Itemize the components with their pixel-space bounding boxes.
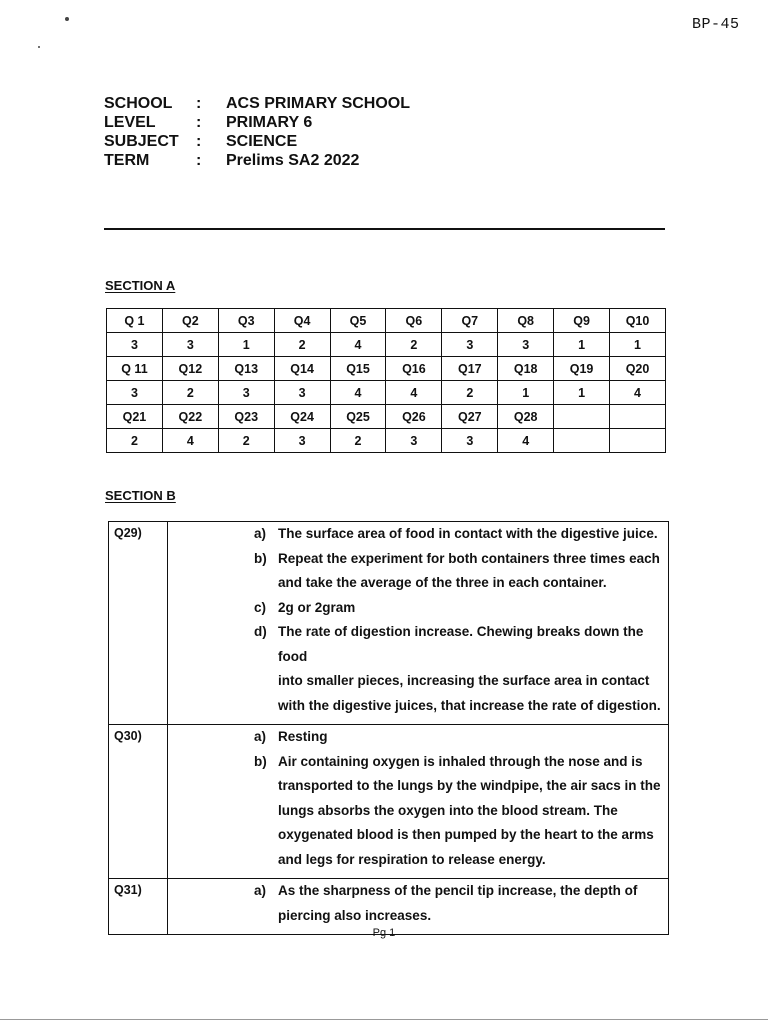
answer-letter	[168, 848, 278, 873]
question-answers	[168, 725, 669, 879]
question-label: Q30)	[109, 725, 168, 879]
scan-speck	[38, 46, 40, 48]
answer-line	[168, 620, 662, 669]
table-cell: Q20	[610, 357, 666, 381]
header-colon: :	[196, 114, 202, 131]
table-cell: 2	[330, 429, 386, 453]
table-cell: 3	[107, 381, 163, 405]
header-label: SUBJECT	[104, 133, 179, 150]
answer-text: into smaller pieces, increasing the surface area in contact	[278, 673, 650, 688]
table-row	[107, 309, 666, 333]
section-a-answer-table	[106, 308, 666, 453]
table-row	[107, 405, 666, 429]
answer-letter	[168, 669, 278, 694]
answer-text: Air containing oxygen is inhaled through the nose and is	[278, 753, 643, 769]
table-cell: Q19	[554, 357, 610, 381]
answer-text: and legs for respiration to release energy.	[278, 851, 546, 867]
answer-line	[168, 571, 662, 596]
table-cell: Q14	[274, 357, 330, 381]
table-cell: 4	[330, 333, 386, 357]
table-cell: Q13	[218, 357, 274, 381]
table-cell: Q25	[330, 405, 386, 429]
table-cell: 1	[218, 333, 274, 357]
table-cell	[610, 405, 666, 429]
table-cell: 1	[498, 381, 554, 405]
table-cell: Q17	[442, 357, 498, 381]
table-cell	[554, 429, 610, 453]
answer-letter	[168, 774, 278, 799]
table-cell: 2	[386, 333, 442, 357]
answer-line	[168, 799, 662, 824]
header-colon: :	[196, 152, 202, 169]
table-cell: 4	[330, 381, 386, 405]
answer-line	[168, 596, 662, 621]
table-cell: Q 11	[107, 357, 163, 381]
answer-line	[168, 547, 662, 572]
table-cell: 2	[162, 381, 218, 405]
table-cell: 3	[442, 333, 498, 357]
table-cell: Q16	[386, 357, 442, 381]
answer-letter: a)	[254, 883, 267, 898]
answer-text: lungs absorbs the oxygen into the blood stream. The	[278, 802, 618, 818]
table-cell: Q24	[274, 405, 330, 429]
header-row-level	[104, 113, 410, 132]
table-cell: 3	[498, 333, 554, 357]
page-code: BP-45	[692, 16, 740, 33]
header-label: LEVEL	[104, 114, 156, 131]
answer-text: Resting	[278, 729, 328, 744]
table-cell: 1	[610, 333, 666, 357]
table-cell: 4	[162, 429, 218, 453]
table-cell: 3	[274, 381, 330, 405]
table-cell: Q12	[162, 357, 218, 381]
table-cell: Q3	[218, 309, 274, 333]
answer-line	[168, 522, 662, 547]
table-cell: 3	[442, 429, 498, 453]
header-row-school	[104, 94, 410, 113]
answer-line	[168, 823, 662, 848]
table-cell: Q2	[162, 309, 218, 333]
answer-text: As the sharpness of the pencil tip increase, the depth of	[278, 883, 638, 898]
section-b-title: SECTION B	[105, 488, 176, 503]
table-cell: 3	[386, 429, 442, 453]
exam-header	[104, 94, 410, 170]
table-cell: Q7	[442, 309, 498, 333]
header-divider	[104, 228, 665, 230]
table-cell: Q4	[274, 309, 330, 333]
answer-letter	[168, 904, 278, 929]
scan-speck	[65, 17, 69, 21]
table-cell: 3	[218, 381, 274, 405]
header-value: Prelims SA2 2022	[226, 152, 360, 169]
table-cell: 1	[554, 333, 610, 357]
answer-line	[168, 694, 662, 719]
question-label: Q29)	[109, 522, 168, 725]
answer-letter: a)	[254, 526, 267, 541]
header-value: SCIENCE	[226, 133, 298, 150]
answer-letter	[168, 694, 278, 719]
header-label: SCHOOL	[104, 95, 173, 112]
header-row-term	[104, 151, 410, 170]
table-cell: 3	[107, 333, 163, 357]
question-label: Q31)	[109, 879, 168, 935]
answer-text: with the digestive juices, that increase the rate of digestion.	[278, 697, 661, 713]
answer-line	[168, 750, 662, 775]
header-row-subject	[104, 132, 410, 151]
table-cell: Q23	[218, 405, 274, 429]
table-cell: 3	[162, 333, 218, 357]
table-row	[107, 333, 666, 357]
section-b-answer-table	[108, 521, 669, 935]
table-cell: 2	[218, 429, 274, 453]
table-cell: Q5	[330, 309, 386, 333]
table-row	[107, 429, 666, 453]
table-cell: 2	[107, 429, 163, 453]
header-colon: :	[196, 95, 202, 112]
answer-text: Repeat the experiment for both containers three times each	[278, 550, 660, 566]
table-cell	[554, 405, 610, 429]
table-cell: 3	[274, 429, 330, 453]
table-cell: Q27	[442, 405, 498, 429]
question-row-q29	[109, 522, 669, 725]
header-value: PRIMARY 6	[226, 114, 313, 131]
answer-line	[168, 904, 662, 929]
question-answers	[168, 522, 669, 725]
answer-line	[168, 848, 662, 873]
answer-letter: a)	[254, 729, 267, 744]
answer-letter: b)	[254, 550, 267, 566]
answer-text: and take the average of the three in each container.	[278, 575, 607, 590]
table-cell: Q9	[554, 309, 610, 333]
table-cell: Q8	[498, 309, 554, 333]
answer-text: transported to the lungs by the windpipe, the air sacs in the	[278, 778, 661, 793]
table-cell	[610, 429, 666, 453]
table-cell: Q26	[386, 405, 442, 429]
answer-letter: c)	[254, 599, 267, 615]
answer-text: piercing also increases.	[278, 907, 432, 923]
answer-line	[168, 669, 662, 694]
answer-letter: b)	[254, 753, 267, 769]
table-cell: 4	[498, 429, 554, 453]
scan-bottom-edge	[0, 1019, 768, 1020]
header-value: ACS PRIMARY SCHOOL	[226, 95, 411, 112]
table-cell: Q21	[107, 405, 163, 429]
answer-letter	[168, 823, 278, 848]
answer-line	[168, 879, 662, 904]
table-cell: Q10	[610, 309, 666, 333]
question-row-q30	[109, 725, 669, 879]
answer-line	[168, 725, 662, 750]
header-colon: :	[196, 133, 202, 150]
answer-letter: d)	[254, 624, 267, 639]
table-cell: Q18	[498, 357, 554, 381]
table-cell: 4	[610, 381, 666, 405]
table-row	[107, 381, 666, 405]
answer-text: The rate of digestion increase. Chewing breaks down the food	[278, 624, 644, 664]
table-cell: Q6	[386, 309, 442, 333]
answer-text: oxygenated blood is then pumped by the heart to the arms	[278, 827, 654, 842]
table-cell: 4	[386, 381, 442, 405]
page-number: Pg 1	[372, 927, 396, 939]
answer-letter	[168, 571, 278, 596]
answer-text: 2g or 2gram	[278, 599, 356, 615]
header-label: TERM	[104, 152, 150, 169]
table-cell: Q22	[162, 405, 218, 429]
table-cell: Q 1	[107, 309, 163, 333]
table-row	[107, 357, 666, 381]
table-cell: Q15	[330, 357, 386, 381]
answer-line	[168, 774, 662, 799]
answer-text: The surface area of food in contact with the digestive juice.	[278, 526, 658, 541]
answer-letter	[168, 799, 278, 824]
table-cell: 2	[442, 381, 498, 405]
table-cell: Q28	[498, 405, 554, 429]
table-cell: 2	[274, 333, 330, 357]
table-cell: 1	[554, 381, 610, 405]
section-a-title: SECTION A	[105, 278, 176, 293]
